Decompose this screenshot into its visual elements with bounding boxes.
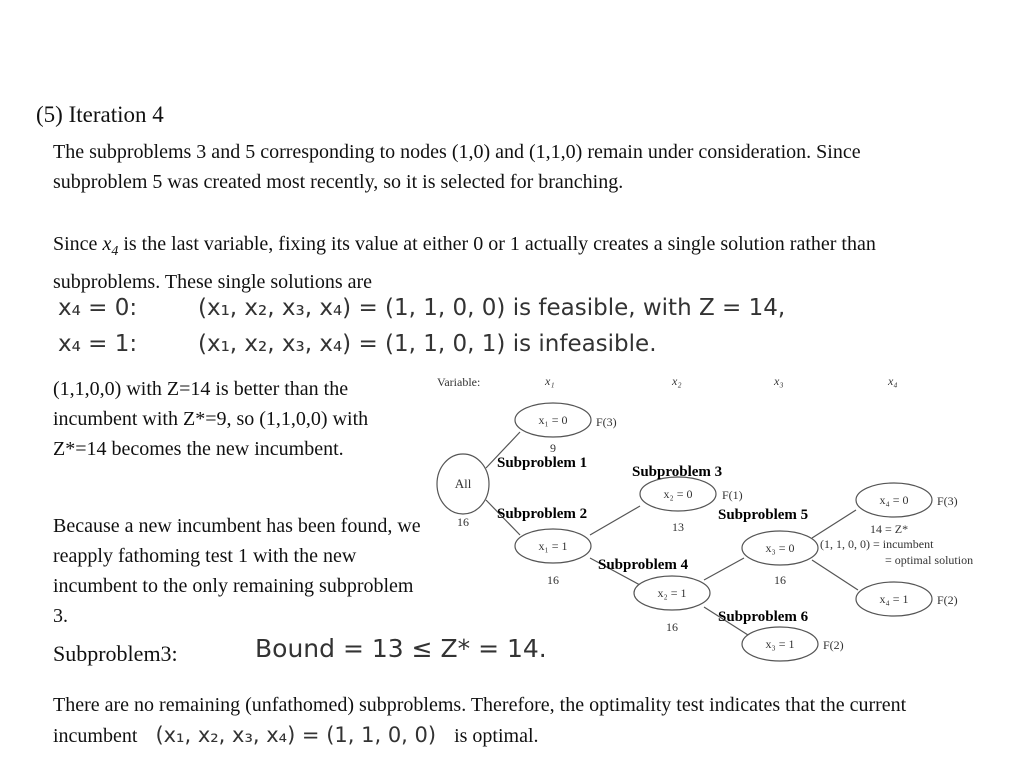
node-n3-tag: F(1) [722,488,743,502]
variable-label: Variable: [437,375,481,389]
edge-n5-n8 [812,560,858,590]
reapply-paragraph: Because a new incumbent has been found, we reapply fathoming test 1 with the new incumbent to the only remaining subproblem 3. [53,515,421,627]
subproblem4-tag: Subproblem 4 [598,557,689,573]
subproblem6-tag: Subproblem 6 [718,609,809,625]
node-all-label: All [454,476,472,491]
col-x3: x₃ [774,374,784,388]
conclusion-post: is optimal. [454,725,539,747]
node-n1-tag: F(3) [596,415,617,429]
incumbent-line3: = optimal solution [885,553,974,567]
incumbent-line1: 14 = Z* [870,522,909,536]
conclusion-pre: There are no remaining (unfathomed) subproblems. Therefore, the optimality test indicates that the current incumbent [53,694,907,747]
node-n7-tag: F(3) [937,494,958,508]
node-n6-tag: F(2) [823,638,844,652]
intro-paragraph: The subproblems 3 and 5 corresponding to nodes (1,0) and (1,1,0) remain under consideration. Since subproblem 5 was created most recently, so it is selected for branching. [53,141,861,193]
col-x4: x₄ [888,374,898,388]
subproblem2-tag: Subproblem 2 [497,506,588,522]
incumbent-line2: (1, 1, 0, 0) = incumbent [820,537,934,551]
subproblem5-tag: Subproblem 5 [718,507,809,523]
formula1-lhs: x₄ = 0: [58,295,138,321]
conclusion-formula: (x₁, x₂, x₃, x₄) = (1, 1, 0, 0) [155,723,437,747]
para2-pre: Since [53,233,103,255]
subproblem1-tag: Subproblem 1 [497,455,588,471]
new-incumbent-paragraph: (1,1,0,0) with Z=14 is better than the incumbent with Z*=9, so (1,1,0,0) with Z*=14 becomes the new incumbent. [53,378,369,460]
node-n1-bound: 9 [550,441,556,455]
node-n1-label: x₁ = 0 [538,413,568,427]
x4-variable: $x_4$ [102,233,119,259]
node-n3-label: x₂ = 0 [663,487,693,501]
subproblem3-tag: Subproblem 3 [632,464,723,480]
formula2-rhs: (x₁, x₂, x₃, x₄) = (1, 1, 0, 1) is infeasible. [198,331,657,357]
formula1-rhs: (x₁, x₂, x₃, x₄) = (1, 1, 0, 0) is feasible, with Z = 14, [198,295,786,321]
iteration-heading: (5) Iteration 4 [36,102,164,127]
bound-formula: Bound = 13 ≤ Z* = 14. [255,634,547,663]
node-n2-bound: 16 [547,573,559,587]
node-n4-bound: 16 [666,620,678,634]
node-n7-label: x₄ = 0 [879,493,909,507]
col-x1: x₁ [545,374,555,388]
edge-n5-n7 [812,510,856,538]
node-n4-label: x₂ = 1 [657,586,687,600]
col-x2: x₂ [672,374,682,388]
node-n6-label: x₃ = 1 [765,637,795,651]
node-n3-bound: 13 [672,520,684,534]
node-n8-label: x₄ = 1 [879,592,909,606]
node-n5-label: x₃ = 0 [765,541,795,555]
edge-n2-n3 [590,506,640,535]
formula2-lhs: x₄ = 1: [58,331,138,357]
node-n2-label: x₁ = 1 [538,539,568,553]
edge-n4-n5 [704,558,744,580]
subproblem3-label: Subproblem3: [53,641,178,666]
node-n5-bound: 16 [774,573,786,587]
node-all-bound: 16 [457,515,469,529]
node-n8-tag: F(2) [937,593,958,607]
para2-post: is the last variable, fixing its value at either 0 or 1 actually creates a single solution rather than subproblems. These single solutions are [53,233,876,293]
